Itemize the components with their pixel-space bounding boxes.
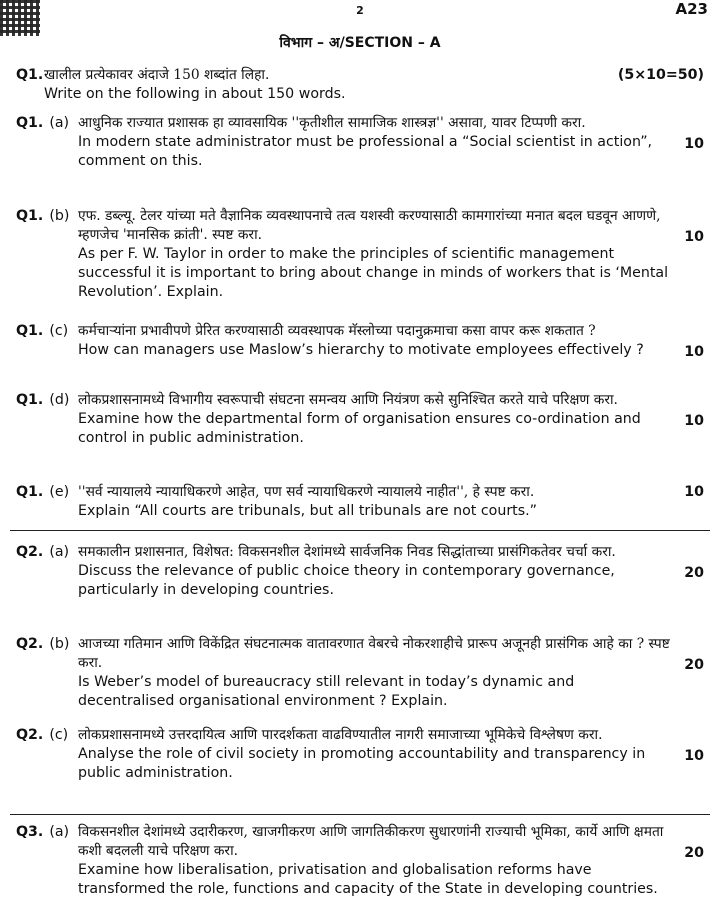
question-number: Q1. (c) [16,323,69,339]
question-text-marathi: आधुनिक राज्यात प्रशासक हा व्यावसायिक ''कृतीशील सामाजिक शास्त्रज्ञ'' असावा, यावर टिप्पणी करा. [78,115,586,131]
question-q2a [16,543,704,600]
question-q1e [16,483,704,521]
question-number: Q2. (a) [16,544,70,560]
question-text-marathi: ''सर्व न्यायालये न्यायाधिकरणे आहेत, पण सर्व न्यायाधिकरणे न्यायालये नाहीत'', हे स्पष्ट करा. [78,484,535,500]
question-text-english: As per F. W. Taylor in order to make the principles of scientific management successful it is important to bring about change in minds of workers that is ‘Mental Revolution’. Explain. [78,246,669,300]
question-q1c [16,322,704,360]
question-number: Q2. (c) [16,727,69,743]
question-q2c [16,726,704,783]
marks: 20 [684,657,704,673]
question-text-english: Analyse the role of civil society in promoting accountability and transparency in public administration. [78,746,646,781]
marks: 10 [684,229,704,245]
question-q1d [16,391,704,448]
question-text-marathi: लोकप्रशासनामध्ये उत्तरदायित्व आणि पारदर्शकता वाढविण्यातील नागरी समाजाच्या भूमिकेचे विश्लेषण करा. [78,727,603,743]
question-number: Q1. (e) [16,484,70,500]
question-q2b [16,635,704,711]
section-divider [10,814,710,815]
question-q1-intro [16,66,704,104]
question-text-marathi: आजच्या गतिमान आणि विकेंद्रित संघटनात्मक वातावरणात वेबरचे नोकरशाहीचे प्रारूप अजूनही प्रासंगिक आहे का ? स्पष्ट करा. [78,636,670,671]
section-title: विभाग – अ/SECTION – A [279,35,441,51]
question-number: Q1. (d) [16,392,70,408]
question-text-english: Write on the following in about 150 words. [44,86,346,102]
marks: 10 [684,344,704,360]
question-text-marathi: खालील प्रत्येकावर अंदाजे 150 शब्दांत लिहा. [44,67,270,83]
marks: 20 [684,845,704,861]
question-number: Q1. (b) [16,208,70,224]
question-number: Q2. (b) [16,636,70,652]
question-text-english: In modern state administrator must be professional a “Social scientist in action”, comment on this. [78,134,653,169]
marks: 10 [684,136,704,152]
marks: 10 [684,484,704,500]
question-text-marathi: विकसनशील देशांमध्ये उदारीकरण, खाजगीकरण आणि जागतिकीकरण सुधारणांनी राज्याची भूमिका, कार्ये आणि क्षमता कशी बदलली याचे परिक्षण करा. [78,824,664,859]
question-text-marathi: एफ. डब्ल्यू. टेलर यांच्या मते वैज्ञानिक व्यवस्थापनाचे तत्व यशस्वी करण्यासाठी कामगारांच्या मनात बदल घडवून आणणे, म्हणजेच 'मानसिक क्रांती'. स्पष्ट करा. [78,208,661,243]
question-text-english: Discuss the relevance of public choice theory in contemporary governance, particularly in developing countries. [78,563,615,598]
qr-code [0,0,40,36]
question-text-english: How can managers use Maslow’s hierarchy to motivate employees effectively ? [78,342,644,358]
question-number: Q1. (a) [16,115,70,131]
marks: 20 [684,565,704,581]
page-number: 2 [356,4,364,17]
marks: 10 [684,748,704,764]
marks: 10 [684,413,704,429]
question-text-english: Is Weber’s model of bureaucracy still relevant in today’s dynamic and decentralised organisational environment ? Explain. [78,674,575,709]
section-divider [10,530,710,531]
question-text-marathi: समकालीन प्रशासनात, विशेषत: विकसनशील देशांमध्ये सार्वजनिक निवड सिद्धांताच्या प्रासंगिकतेवर चर्चा करा. [78,544,616,560]
question-number: Q1. [16,67,44,83]
question-text-marathi: कर्मचाऱ्यांना प्रभावीपणे प्रेरित करण्यासाठी व्यवस्थापक मॅस्लोच्या पदानुक्रमाचा कसा वापर करू शकतात ? [78,323,596,339]
question-text-english: Examine how the departmental form of organisation ensures co-ordination and control in public administration. [78,411,641,446]
question-q1a [16,114,704,171]
question-text-english: Explain “All courts are tribunals, but all tribunals are not courts.” [78,503,537,519]
question-number: Q3. (a) [16,824,70,840]
question-q3a [16,823,704,899]
paper-code: A23 [675,0,708,18]
question-text-marathi: लोकप्रशासनामध्ये विभागीय स्वरूपाची संघटना समन्वय आणि नियंत्रण कसे सुनिश्चित करते याचे परिक्षण करा. [78,392,618,408]
marks: (5×10=50) [617,67,704,83]
question-text-english: Examine how liberalisation, privatisation and globalisation reforms have transformed the role, functions and capacity of the State in developing countries. [78,862,658,897]
question-q1b [16,207,704,302]
